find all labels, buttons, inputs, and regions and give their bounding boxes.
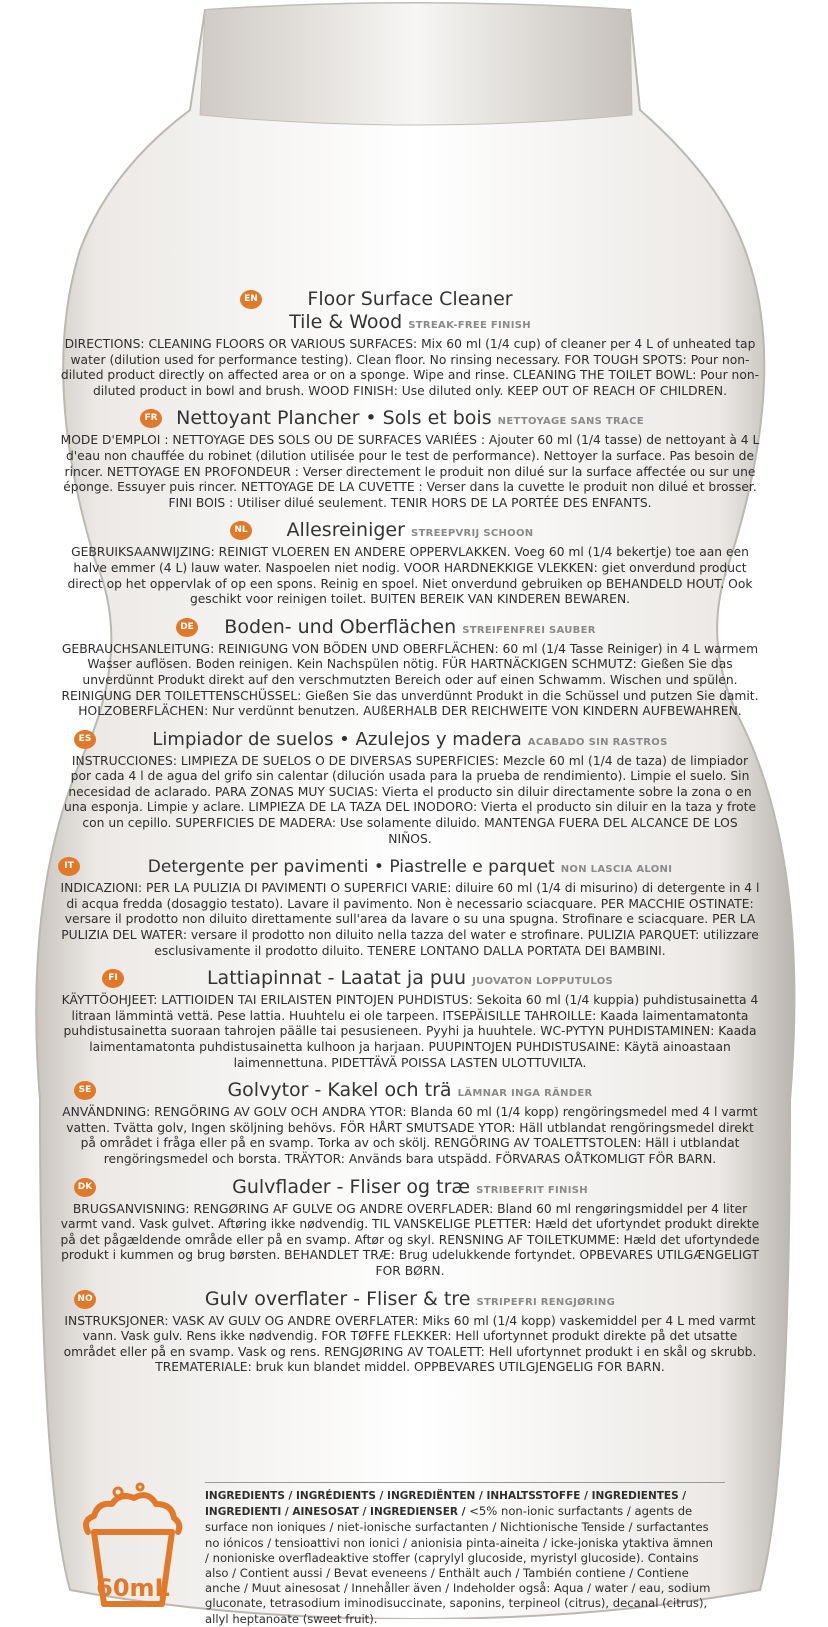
lang-badge-es: ES [74,730,96,749]
lang-badge-no: NO [74,1290,96,1309]
section-it [60,855,760,959]
body-fr: MODE D'EMPLOI : NETTOYAGE DES SOLS OU DE SURFACES VARIÉES : Ajouter 60 ml (1/4 tasse) de nettoyant à 4 L d'eau non chauffée du robinet (dilution utilisée pour le test de performance). Nettoyer la surface. Pas besoin de rincer. NETTOYAGE EN PROFONDEUR : Verser directement le produit non dilué sur la surface affectée ou sur une éponge. Essuyer puis rincer. NETTOYAGE DE LA CUVETTE : Verser dans la cuvette le produit non dilué et brosser. FINI BOIS : Utiliser dilué seulement. TENIR HORS DE LA PORTÉE DES ENFANTS. [60,433,760,510]
lang-badge-en: EN [240,290,262,309]
title-de [60,616,760,642]
body-it: INDICAZIONI: PER LA PULIZIA DI PAVIMENTI O SUPERFICI VARIE: diluire 60 ml (1/4 di misurino) di detergente in 4 l di acqua fredda (dosaggio testato). Lavare il pavimento. Non è necessario sciacquare. PER MACCHIE OSTINATE: versare il prodotto non diluito direttamente sull'area da lavare o su una spugna. Strofinare e sciacquare. PER LA PULIZIA DEL WATER: versare il prodotto non diluito nella tazza del water e strofinare. PULIZIA PARQUET: utilizzare esclusivamente il prodotto diluito. TENERE LONTANO DALLA PORTATA DEI BAMBINI. [60,881,760,958]
subtitle-en: STREAK-FREE FINISH [408,320,531,331]
title-no [60,1288,760,1314]
title-fr [60,407,760,433]
ingredients-block [205,1488,720,1627]
subtitle-de: STREIFENFREI SAUBER [462,624,596,636]
section-es [60,728,760,848]
lang-badge-it: IT [58,857,80,876]
ingredients-heading: INGREDIENTS / INGRÉDIENTS / INGREDIËNTEN / INHALTSSTOFFE / INGREDIENTES / INGREDIENTI / AINESOSAT / INGREDIENSER / [205,1490,687,1519]
title-es-text: Limpiador de suelos • Azulejos y madera [152,728,522,750]
section-fi [60,967,760,1071]
subtitle-dk: STRIBEFRIT FINISH [476,1184,588,1196]
lang-badge-fi: FI [102,969,124,988]
title-es [60,728,760,754]
body-en: DIRECTIONS: CLEANING FLOORS OR VARIOUS SURFACES: Mix 60 ml (1/4 cup) of cleaner per 4 L of unheated tap water (dilution used for performance testing). Clean floor. No rinsing necessary. FOR TOUGH SPOTS: Pour non-diluted product directly on affected area or on a sponge. Wipe and rinse. CLEANING THE TOILET BOWL: Pour non-diluted product in bowl and brush. WOOD FINISH: Use diluted only. KEEP OUT OF REACH OF CHILDREN. [60,337,760,398]
title-dk [60,1176,760,1202]
ingredients-divider [205,1482,725,1483]
subtitle-no: STRIPEFRI RENGJØRING [476,1296,616,1308]
subtitle-se: LÄMNAR INGA RÄNDER [457,1088,593,1100]
title-de-text: Boden- und Oberflächen [224,615,457,638]
section-fr [60,407,760,511]
label-panel [60,288,760,1384]
lang-badge-se: SE [74,1081,96,1100]
lang-badge-fr: FR [140,409,162,428]
lang-badge-de: DE [176,618,198,637]
measuring-cup-icon [78,1480,188,1612]
section-dk [60,1176,760,1280]
title-fi [60,967,760,993]
section-no [60,1288,760,1376]
subtitle-it: NON LASCIA ALONI [560,864,673,876]
lang-badge-nl: NL [230,521,252,540]
body-fi: KÄYTTÖOHJEET: LATTIOIDEN TAI ERILAISTEN PINTOJEN PUHDISTUS: Sekoita 60 ml (1/4 kuppia) puhdistusainetta 4 litraan lämmintä vettä. Pese lattia. Huuhtelu ei ole tarpeen. ITSEPÄISILLE TAHROILLE: Kaada laimentamatonta puhdistusainetta suoraan tahrojen päälle tai pesusieneen. Pyyhi ja huuhtele. WC-PYTYN PUHDISTAMINEN: Kaada laimentamatonta puhdistusainetta kulhoon ja harjaan. PUUPINTOJEN PUHDISTUSAINE: Käytä ainoastaan laimennettuna. PIDETTÄVÄ POISSA LASTEN ULOTTUVILTA. [61,993,759,1070]
subtitle-fi: JUOVATON LOPPUTULOS [472,976,614,988]
body-dk: BRUGSANVISNING: RENGØRING AF GULVE OG ANDRE OVERFLADER: Bland 60 ml rengøringsmiddel per 4 liter varmt vand. Vask gulvet. Aftøring ikke nødvendig. TIL VANSKELIGE PLETTER: Hæld det ufortyndet produkt direkte på det pågældende område eller på en svamp. Aftør og skyl. RENSNING AF TOILETKUMME: Hæld det ufortyndede produkt i kummen og brug børsten. BEHANDLET TRÆ: Brug udelukkende fortyndet. OPBEVARES UTILGÆNGELIGT FOR BØRN. [60,1201,760,1278]
title-se [60,1079,760,1105]
title-it [60,855,760,881]
subtitle-fr: NETTOYAGE SANS TRACE [497,416,644,428]
section-nl [60,519,760,607]
title-no-text: Gulv overflater - Fliser & tre [204,1287,471,1310]
title-en-line1: Floor Surface Cleaner [307,288,513,310]
dose-label: 60mL [96,1574,170,1602]
subtitle-es: ACABADO SIN RASTROS [527,736,668,748]
section-en [60,288,760,399]
title-it-text: Detergente per pavimenti • Piastrelle e parquet [147,857,555,878]
lang-badge-dk: DK [74,1178,96,1197]
title-se-text: Golvytor - Kakel och trä [227,1079,452,1102]
body-de: GEBRAUCHSANLEITUNG: REINIGUNG VON BÖDEN UND OBERFLÄCHEN: 60 ml (1/4 Tasse Reiniger) in 4 L warmem Wasser auflösen. Boden reinigen. Kein Nachspülen nötig. FÜR HARTNÄCKIGEN SCHMUTZ: Gießen Sie das unverdünnt Produkt direkt auf den verschmutzten Bereich oder auf einen Schwamm. Wischen und spülen. REINIGUNG DER TOILETTENSCHÜSSEL: Gießen Sie das unverdünnt Produkt in die Schüssel und putzen Sie damit. HOLZOBERFLÄCHEN: Nur verdünnt benutzen. AUßERHALB DER REICHWEITE VON KINDERN AUFBEWAHREN. [61,641,759,719]
title-fi-text: Lattiapinnat - Laatat ja puu [206,967,467,990]
title-nl-text: Allesreiniger [286,519,405,542]
subtitle-nl: STREEPVRIJ SCHOON [410,528,534,540]
title-nl [60,519,760,545]
body-es: INSTRUCCIONES: LIMPIEZA DE SUELOS O DE DIVERSAS SUPERFICIES: Mezcle 60 ml (1/4 de taza) de limpiador por cada 4 l de agua del grifo sin calentar (dilución usada para la prueba de rendimiento). Limpie el suelo. Sin necesidad de aclarado. PARA ZONAS MUY SUCIAS: Vierta el producto sin diluir directamente sobre la zona o en una esponja. Limpie y aclare. LIMPIEZA DE LA TAZA DEL INODORO: Vierta el producto sin diluir en la taza y frote con un cepillo. SUPERFICIES DE MADERA: Use solamente diluido. MANTENGA FUERA DEL ALCANCE DE LOS NIÑOS. [63,753,757,846]
body-no: INSTRUKSJONER: VASK AV GULV OG ANDRE OVERFLATER: Miks 60 ml (1/4 kopp) vaskemiddel per 4 L med varmt vann. Vask gulv. Rens ikke nødvendig. FOR TØFFE FLEKKER: Hell ufortynnet produkt direkte på det utsatte området eller på en svamp. Vask og rens. RENGJØRING AV TOALETT: Hell ufortynnet produkt i en skål og skrubb. TREMATERIALE: bruk kun blandet middel. OPPBEVARES UTILGJENGELIG FOR BARN. [63,1313,757,1375]
title-dk-text: Gulvflader - Fliser og træ [232,1175,471,1198]
title-fr-text: Nettoyant Plancher • Sols et bois [176,407,492,430]
ingredients-text: <5% non-ionic surfactants / agents de surface non ioniques / niet-ionische surfactanten / Nichtionische Tenside / surfactantes no iónicos / tensioattivi non ionici / anionisia pinta-aineita / icke-joniska ytaktiva ämnen / nonioniske overfladeaktive stoffer (caprylyl glucoside, myristyl glucoside). Contains also / Contient aussi / Bevat eveneens / Enthält auch / También contiene / Contiene anche / Muut ainesosat / Innehåller även / Indeholder også: Aqua / water / eau, sodium gluconate, tetrasodium iminodisuccinate, saponins, terpineol (citrus), decanal (citrus), allyl heptanoate (sweet fruit). [205,1504,714,1626]
section-se [60,1079,760,1167]
title-en-line2: Tile & Wood [289,311,403,333]
body-se: ANVÄNDNING: RENGÖRING AV GOLV OCH ANDRA YTOR: Blanda 60 ml (1/4 kopp) rengöringsmedel med 4 l varmt vatten. Tvätta golv, Ingen sköljning behövs. FÖR HÅRT SMUTSADE YTOR: Häll utblandat rengöringsmedel direkt på området i fråga eller på en svamp. Torka av och skölj. RENGÖRING AV TOALETTSTOLEN: Häll i utblandat rengöringsmedel och borsta. TRÄYTOR: Används bara utspädd. FÖRVARAS OÅTKOMLIGT FÖR BARN. [62,1105,758,1166]
body-nl: GEBRUIKSAANWIJZING: REINIGT VLOEREN EN ANDERE OPPERVLAKKEN. Voeg 60 ml (1/4 bekertje) toe aan een halve emmer (4 L) lauw water. Naspoelen niet nodig. VOOR HARDNEKKIGE VLEKKEN: giet onverdund product direct op het oppervlak of op een spons. Reinig en spoel. Niet onverdund gebruiken op BEHANDELD HOUT. Ook geschikt voor reinigen toilet. BUITEN BEREIK VAN KINDEREN BEWAREN. [67,545,753,607]
title-en [60,288,760,337]
section-de [60,616,760,720]
